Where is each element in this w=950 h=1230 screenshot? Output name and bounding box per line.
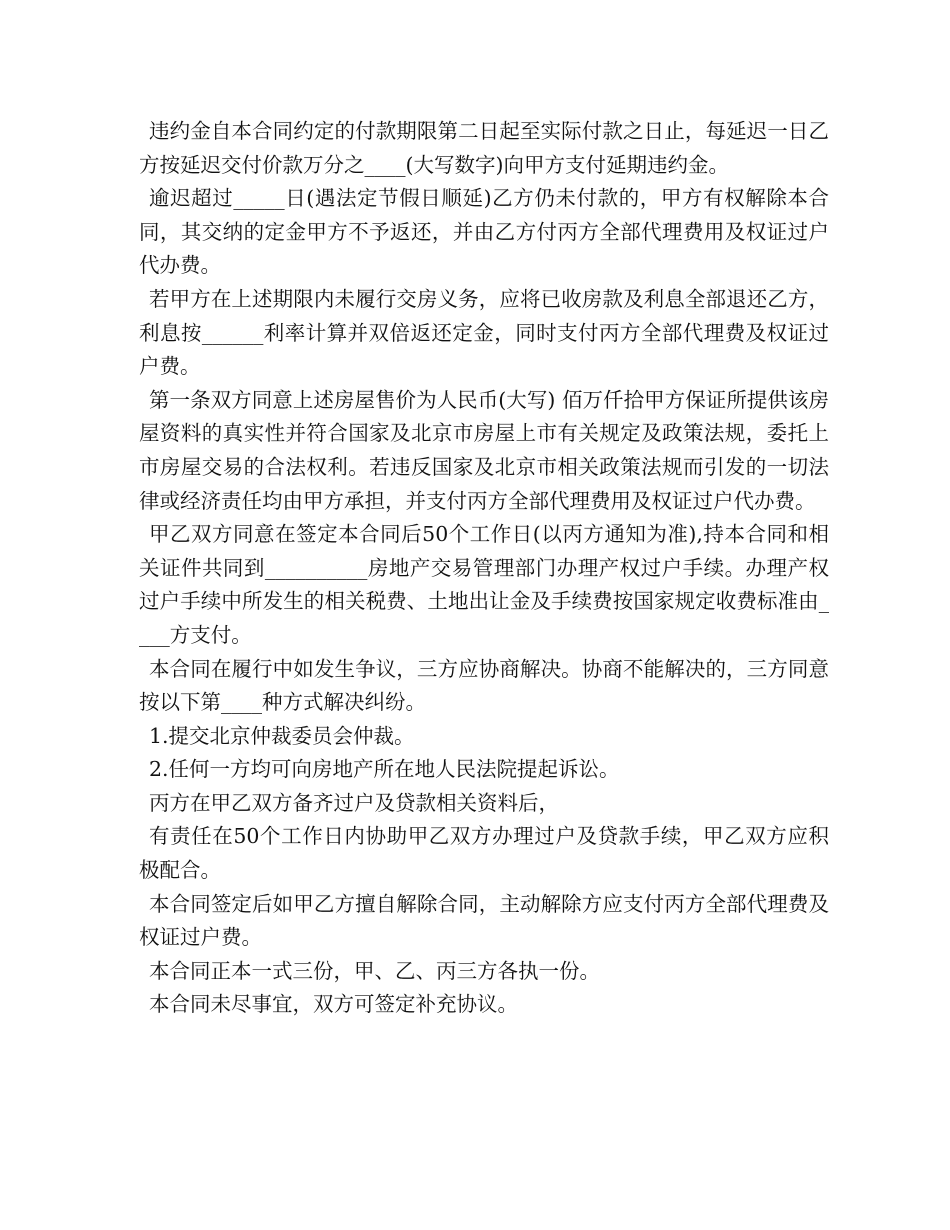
paragraph-copies: 本合同正本一式三份，甲、乙、丙三方各执一份。: [149, 958, 600, 983]
list-item-arbitration: 1.提交北京仲裁委员会仲裁。: [149, 723, 415, 748]
paragraph-article-one-price: 第一条双方同意上述房屋售价为人民币(大写) 佰万仟拾甲方保证所提供该房屋资料的真实性并符合国家及北京市房屋上市有关规定及政策法规，委托上市房屋交易的合法权利。若违反国家及北京市相关政策法规而引发的一切法律或经济责任均由甲方承担，并支付丙方全部代理费用及权证过户代办费。: [139, 387, 829, 513]
paragraph-dispute-resolution: 本合同在履行中如发生争议，三方应协商解决。协商不能解决的，三方同意按以下第____种方式解决纠纷。: [139, 656, 829, 715]
paragraph-agent-responsibility: 有责任在50个工作日内协助甲乙双方办理过户及贷款手续，甲乙双方应积极配合。: [139, 824, 829, 883]
paragraph-unilateral-termination: 本合同签定后如甲乙方擅自解除合同，主动解除方应支付丙方全部代理费及权证过户费。: [139, 891, 829, 950]
paragraph-supplementary-agreement: 本合同未尽事宜，双方可签定补充协议。: [149, 992, 518, 1017]
paragraph-transfer-procedure: 甲乙双方同意在签定本合同后50个工作日(以丙方通知为准),持本合同和相关证件共同到__________房地产交易管理部门办理产权过户手续。办理产权过户手续中所发生的相关税费、土地出让金及手续费按国家规定收费标准由____方支付。: [139, 522, 829, 647]
paragraph-agent-materials: 丙方在甲乙双方备齐过户及贷款相关资料后，: [149, 790, 559, 815]
paragraph-late-payment-penalty: 违约金自本合同约定的付款期限第二日起至实际付款之日止，每延迟一日乙方按延迟交付价款万分之____(大写数字)向甲方支付延期违约金。: [139, 119, 829, 177]
document-body: [139, 115, 829, 1022]
list-item-litigation: 2.任何一方均可向房地产所在地人民法院提起诉讼。: [149, 757, 620, 782]
paragraph-seller-delivery-default: 若甲方在上述期限内未履行交房义务，应将已收房款及利息全部退还乙方，利息按______利率计算并双倍返还定金，同时支付丙方全部代理费及权证过户费。: [139, 286, 829, 379]
paragraph-overdue-termination: 逾迟超过_____日(遇法定节假日顺延)乙方仍未付款的，甲方有权解除本合同，其交纳的定金甲方不予返还，并由乙方付丙方全部代理费用及权证过户代办费。: [139, 186, 829, 278]
